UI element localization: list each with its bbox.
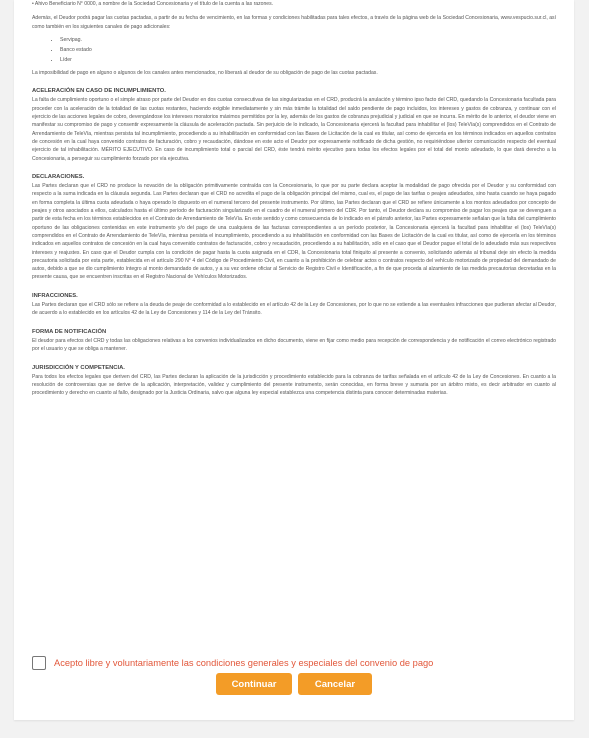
section-body: Para todos los efectos legales que deriven del CRD, las Partes declaran la aplicación de la jurisdicción y procedimiento establecido para la cobranza de tarifas señalada en el artículo 42 de la Ley de Concesiones. En cuanto a la resolución de controversias que se derive de la aplicación, interpretación, validez y cumplimiento del presente instrumento, serán conocidas, en forma breve y sumaria por un árbitro mixto, es decir arbitrador en cuanto al procedimiento y derecho en cuanto al fallo, designado por la Justicia Ordinaria, salvo que alguna ley especial establezca una competencia distinta para conocer determinadas materias. — [32, 373, 556, 397]
payment-intro: Además, el Deudor podrá pagar las cuotas pactadas, a partir de su fecha de vencimiento, en las formas y condiciones habilitadas para tales efectos, a través de la página web de la Sociedad Concesionaria, www.vespucio.sur.cl, así como también en los siguientes canales de pago adicionales: — [32, 15, 556, 30]
convenio-panel — [14, 0, 574, 720]
section-body: El deudor para efectos del CRD y todas las obligaciones relativas a los convenios individualizados en dicho documento, viene en fijar como medio para recepción de correspondencia y de notificación el correo electrónico registrado por el usuario y que se obliga a mantener. — [32, 337, 556, 353]
list-item: • Líder — [60, 55, 556, 65]
section-title: FORMA DE NOTIFICACIÓN — [32, 328, 107, 335]
section-title: JURISDICCIÓN Y COMPETENCIA. — [32, 364, 125, 371]
accept-row — [32, 654, 552, 672]
list-item: • Servipag. — [60, 35, 556, 45]
section-notificacion — [32, 328, 556, 354]
section-title: ACELERACIÓN EN CASO DE INCUMPLIMIENTO. — [32, 88, 166, 95]
section-aceleracion — [32, 87, 556, 163]
section-jurisdiccion — [32, 364, 556, 398]
action-buttons — [14, 673, 574, 695]
section-title: INFRACCIONES. — [32, 292, 78, 299]
continue-button[interactable]: Continuar — [216, 673, 292, 695]
impossibility-note: La imposibilidad de pago en alguno o algunos de los canales antes mencionados, no liberará al deudor de su obligación de pago de las cuotas pactadas. — [32, 69, 378, 76]
terms-content — [14, 0, 574, 398]
section-declaraciones — [32, 173, 556, 282]
payment-channels-list — [32, 35, 556, 65]
section-title: DECLARACIONES. — [32, 173, 85, 180]
cancel-button[interactable]: Cancelar — [298, 673, 372, 695]
accept-checkbox[interactable] — [32, 656, 46, 670]
payment-account-line: • Ahivo Beneficiario N° 0000, a nombre de la Sociedad Concesionaria y el título de la cuenta a las razones. — [32, 1, 274, 7]
section-infracciones — [32, 292, 556, 318]
section-body: Las Partes declaran que el CRD no produce la novación de la obligación primitivamente contraída con la Concesionaria, lo que por su parte declara aceptar la modalidad de pago ofrecida por el Deudor y su conformidad con respecto a la suma indicada en la cláusula segunda. Las Partes declaran que el CRD no acredita el pago de la obligación principal del mismo, cual es, el pago de las tarifas o peajes adeudados, sino hasta cuando se haya pagado en forma completa la última cuota adeudada o haya operado lo dispuesto en el numeral tercero del presente instrumento. Por último, las Partes declaran que el CRD se refiere únicamente a los montos adeudados por concepto de peajes y otros asociados a ellos, calculados hasta el último período de facturación singularizado en el cuadro de el numeral primero del CDR. Por tanto, el Deudor declara su compromiso de pagar los peajes que se devenguen a partir de esta fecha en los términos establecidos en el Contrato de Arrendamiento de TeleVía. En este sentido y como consecuencia de lo indicado en el párrafo anterior, las Partes expresamente señalan que la falta del cumplimiento oportuno de las obligaciones contenidas en este instrumento y/o del pago de una cualquiera de las facturas correspondientes a un período posterior, la Concesionaria ejercerá la facultad para inhabilitar el (los) TeleVía(s) comprendidos en el Contrato de Arrendamiento de TeleVía, mientras persista el incumplimiento, procediendo a su inhabilitación en conformidad con las Bases de Licitación de la cual es titular, así como de ejercerla en los términos indicados en aquellos contratos de concesión en la cual haya convenido contratos de facturación, cobro y recaudación, procediendo a su habilitación, sólo en el caso que el Deudor pague el total de lo adeudado más sus respectivos intereses y reajustes. En caso que el Deudor cumpla con la condición de pagar hasta la cuota asignada en el CDR, la Concesionaria total finiquito al presente a convenio, solicitando además al tribunal deje sin efecto la medida precautoria solicitada por esta parte, establecida en el artículo 290 N° 4 del Código de Procedimiento Civil, en cuanto a la prohibición de celebrar actos o contratos respecto del vehículo motorizado de propiedad del demandado de autos, debido a que se dio cumplimiento íntegro al monto demandado de autos, y a su vez ordene oficiar al Servicio de Registro Civil e Identificación, a fin de que proceda al alzamiento de las medida precautorias decretadas en la presente causa, que se encuentren inscritas en el Registro Nacional de Vehículos Motorizados. — [32, 183, 556, 281]
section-body: La falta de cumplimiento oportuno o el simple atraso por parte del Deudor en dos cuotas consecutivas de las singularizadas en el CRD, producirá la anulación y término ipso facto del CRD, quedando la Concesionaria facultada para proceder con la aceleración de la totalidad de las cuotas restantes, haciendo exigible inmediatamente y sin más trámite la totalidad del saldo pendiente de pago incluidos, los intereses y gastos de cobranza, y continuar con el ejercicio de las acciones legales de cobro, devengándose los intereses moratorios máximos permitidos por la ley, además de los gastos de cobranza prejudicial y judicial en que se incurra. En mérito de lo anterior, el deudor viene en manifestar su compromiso de pago y consentir expresamente la cláusula de aceleración pactada. Sin perjuicio de lo indicado, la Concesionaria ejercerá la facultad para inhabilitar el (los) TeleVía(s) comprendidos en el Contrato de Arrendamiento de TeleVía, mientras persista tal incumplimiento, procediendo a su inhabilitación en conformidad con las Bases de Licitación de la cual es titular, así como de ejercerla en los términos indicados en aquellos contratos de concesión en la cual haya convenido contratos de facturación, cobro y recaudación, dándose en este acto el Deudor por expresamente notificado de dicha gestión, no requiriéndose ulterior comunicación respecto del eventual ejercicio de tal inhabilitación. MÉRITO EJECUTIVO. En caso de incumplimiento total o parcial del CRD, éste tendrá mérito ejecutivo para todas los efectos legales por el total del monto adeudado, lo que dará derecho a la Concesionaria, a perseguir su cumplimiento forzado por vía ejecutiva. — [32, 97, 556, 162]
list-item: • Banco estado — [60, 45, 556, 55]
accept-label[interactable]: Acepto libre y voluntariamente las condiciones generales y especiales del convenio de pago — [54, 658, 434, 668]
section-body: Las Partes declaran que el CRD sólo se refiere a la deuda de peaje de conformidad a lo establecido en el artículo 42 de la Ley de Concesiones, por lo que no se extiende a las eventuales infracciones que pudieran afectar al Deudor, de acuerdo a lo establecido en los artículos 42 de la Ley de Concesiones y 114 de la Ley del Tránsito. — [32, 302, 556, 317]
